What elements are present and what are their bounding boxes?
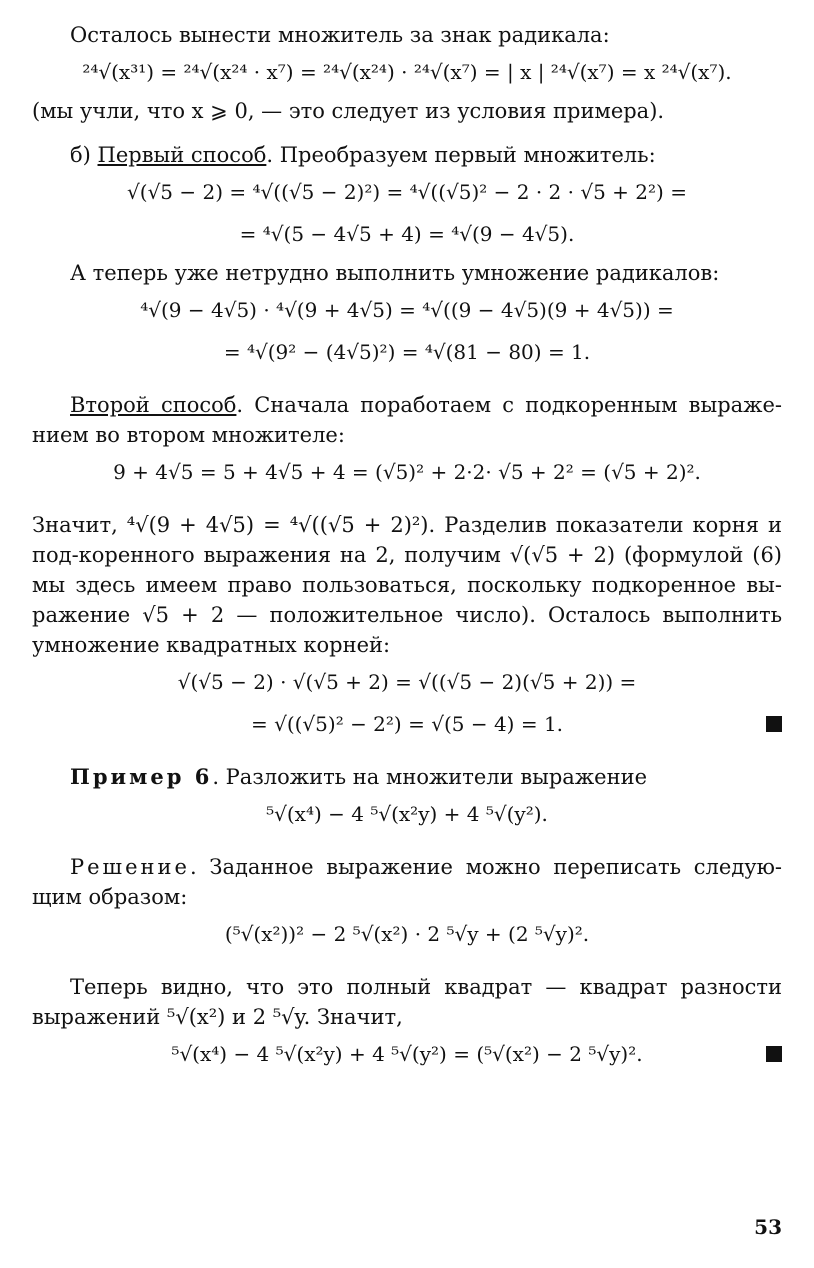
equation: ⁵√(x⁴) − 4 ⁵√(x²y) + 4 ⁵√(y²).: [266, 802, 548, 826]
example-heading: Пример 6. Разложить на множители выражение: [70, 764, 647, 789]
equation: ²⁴√(x³¹) = ²⁴√(x²⁴ · x⁷) = ²⁴√(x²⁴) · ²⁴√(x⁷) = | x | ²⁴√(x⁷) = x ²⁴√(x⁷).: [82, 60, 732, 84]
text-line: б) Первый способ. Преобразуем первый множитель:: [70, 143, 656, 167]
text-line: Второй способ. Сначала поработаем с подкоренным выраже-нием во втором множителе:: [32, 393, 783, 447]
method-heading: Второй способ: [70, 393, 237, 417]
equation: (⁵√(x²))² − 2 ⁵√(x²) · 2 ⁵√y + (2 ⁵√y)².: [224, 922, 590, 946]
page-body: [32, 20, 782, 1078]
text-line: (мы учли, что x ⩾ 0, — это следует из условия примера).: [32, 99, 665, 123]
equation: = √((√5)² − 2²) = √(5 − 4) = 1.: [32, 706, 782, 742]
page-number: 53: [754, 1215, 782, 1239]
text-line: А теперь уже нетрудно выполнить умножение радикалов:: [70, 261, 720, 285]
end-of-proof-square: [766, 1046, 782, 1062]
equation: √(√5 − 2) · √(√5 + 2) = √((√5 − 2)(√5 + 2)) =: [177, 670, 637, 694]
end-of-proof-square: [766, 716, 782, 732]
solution-line: Решение. Заданное выражение можно переписать следую-щим образом:: [32, 855, 782, 909]
equation: ⁴√(9 − 4√5) · ⁴√(9 + 4√5) = ⁴√((9 − 4√5)(9 + 4√5)) =: [140, 298, 674, 322]
method-heading: Первый способ: [97, 143, 267, 167]
text-line: Теперь видно, что это полный квадрат — квадрат разности выражений ⁵√(x²) и 2 ⁵√y. Значит,: [32, 975, 782, 1029]
equation: 9 + 4√5 = 5 + 4√5 + 4 = (√5)² + 2·2· √5 + 2² = (√5 + 2)².: [113, 460, 701, 484]
text-line: Осталось вынести множитель за знак радикала:: [70, 23, 610, 47]
equation: = ⁴√(9² − (4√5)²) = ⁴√(81 − 80) = 1.: [223, 340, 591, 364]
equation: ⁵√(x⁴) − 4 ⁵√(x²y) + 4 ⁵√(y²) = (⁵√(x²) − 2 ⁵√y)².: [32, 1036, 782, 1072]
equation: = ⁴√(5 − 4√5 + 4) = ⁴√(9 − 4√5).: [239, 222, 575, 246]
text-paragraph: Значит, ⁴√(9 + 4√5) = ⁴√((√5 + 2)²). Разделив показатели корня и под-коренного выражения на 2, получим √(√5 + 2) (формулой (6) мы здесь имеем право пользоваться, поскольку подкоренное вы-ражение √5 + 2 — положительное число). Осталось выполнить умножение квадратных корней:: [32, 513, 782, 657]
equation: √(√5 − 2) = ⁴√((√5 − 2)²) = ⁴√((√5)² − 2 · 2 · √5 + 2²) =: [127, 180, 687, 204]
